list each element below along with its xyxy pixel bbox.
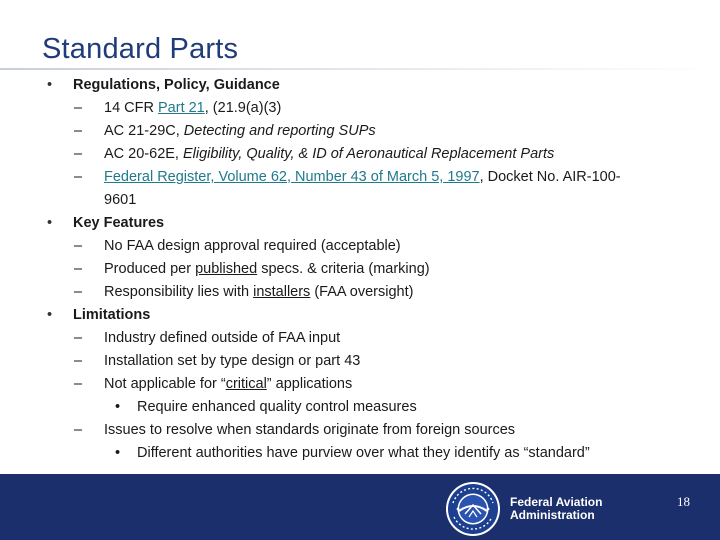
federal-register-link[interactable]: Federal Register, Volume 62, Number 43 of March 5, 1997 [104,169,480,185]
sub-bullet-14-cfr [0,97,720,120]
sub-bullet-issues-foreign [0,419,720,442]
faa-wordmark [510,496,602,522]
sub-sub-bullet-quality-control [0,396,720,419]
text: AC 21-29C, [104,123,184,139]
part-21-link[interactable]: Part 21 [158,100,205,116]
title-divider [0,68,720,70]
text-underlined: critical [225,376,267,392]
bullet-key-features: • Key Features [0,212,720,235]
text-italic: Detecting and reporting SUPs [183,123,376,139]
text: Different authorities have purview over what they identify as “standard” [137,445,590,461]
sub-bullet-installation [0,350,720,373]
text: Require enhanced quality control measures [137,399,417,415]
text: Industry defined outside of FAA input [104,330,341,346]
text: (FAA oversight) [310,284,414,300]
bullet-marker: • [115,399,121,415]
footer-band [0,474,720,540]
text: , (21.9(a)(3) [204,100,282,116]
sub-bullet-not-applicable [0,373,720,396]
sub-bullet-ac-21-29c [0,120,720,143]
sub-bullet-responsibility [0,281,720,304]
text: No FAA design approval required (acceptable) [104,238,401,254]
dash-marker: – [74,284,83,300]
text: Responsibility lies with [104,284,254,300]
slide-body [0,74,720,465]
text-underlined: published [195,261,258,277]
sub-bullet-federal-register [0,166,720,212]
dash-marker: – [74,422,83,438]
org-line-2: Administration [510,508,595,522]
text: ” applications [266,376,353,392]
dash-marker: – [74,330,83,346]
dash-marker: – [74,123,83,139]
sub-bullet-no-faa-approval [0,235,720,258]
dash-marker: – [74,169,83,185]
faa-seal-logo [445,481,501,537]
text: , Docket No. AIR-100-9601 [104,169,621,208]
text: Produced per [104,261,196,277]
dash-marker: – [74,261,83,277]
page-number: 18 [677,494,690,509]
sub-bullet-ac-20-62e [0,143,720,166]
dash-marker: – [74,146,83,162]
bullet-marker: • [115,445,121,461]
text-underlined: installers [253,284,311,300]
text: Not applicable for “ [104,376,226,392]
dash-marker: – [74,238,83,254]
text: specs. & criteria (marking) [257,261,430,277]
bullet-regulations: • Regulations, Policy, Guidance [0,74,720,97]
slide-title: Standard Parts [42,33,239,65]
text: Installation set by type design or part 43 [104,353,361,369]
sub-bullet-produced-per [0,258,720,281]
text: Issues to resolve when standards originate from foreign sources [104,422,516,438]
text: AC 20-62E, [104,146,183,162]
dash-marker: – [74,100,83,116]
org-line-1: Federal Aviation [510,495,603,509]
sub-sub-bullet-authorities [0,442,720,465]
dash-marker: – [74,376,83,392]
bullet-limitations: • Limitations [0,304,720,327]
sub-bullet-industry-defined [0,327,720,350]
dash-marker: – [74,353,83,369]
text: 14 CFR [104,100,158,116]
text-italic: Eligibility, Quality, & ID of Aeronautical Replacement Parts [183,146,555,162]
